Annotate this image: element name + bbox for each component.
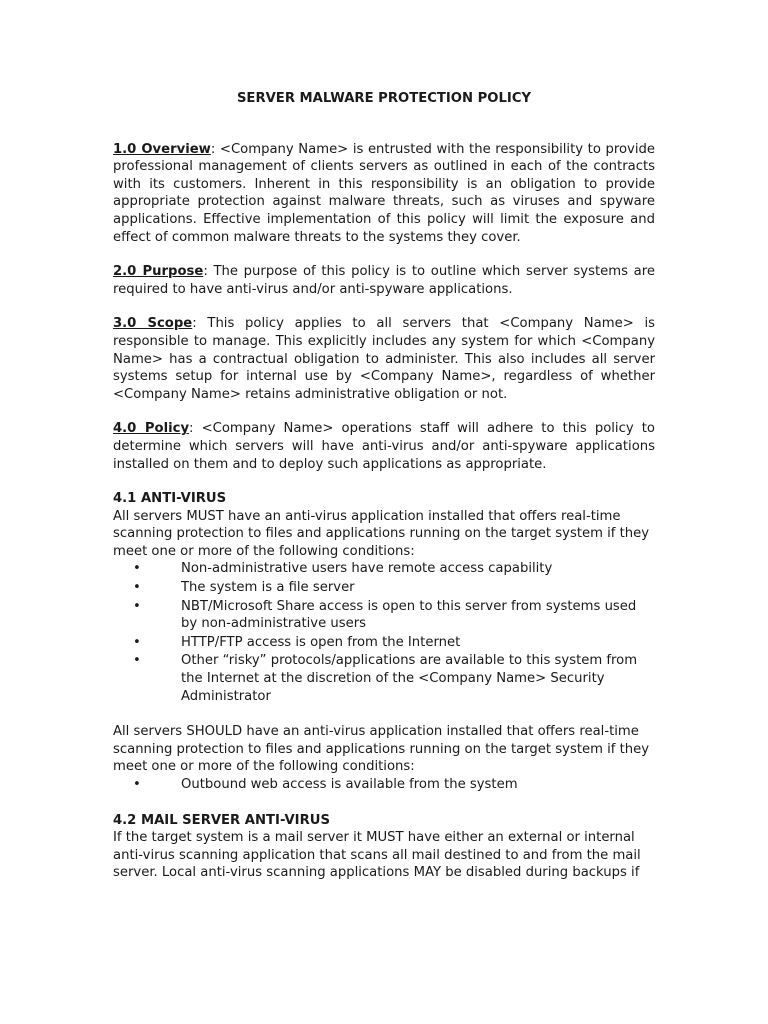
bullet-icon: • <box>133 561 141 577</box>
bullet-icon: • <box>133 598 141 614</box>
bullet-icon: • <box>133 777 141 792</box>
bullet-icon: • <box>133 653 141 669</box>
document-page <box>113 90 655 882</box>
antivirus-must-list <box>113 560 655 705</box>
mail-text: If the target system is a mail server it MUST have either an external or internal anti-virus scanning application that scans all mail destined to and from the mail server. Local anti-virus scanning applications MAY be disabled during backups if <box>113 830 641 881</box>
bullet-icon: • <box>133 580 141 596</box>
purpose-heading: 2.0 Purpose <box>113 264 204 280</box>
scope-text: This policy applies to all servers that <Company Name> is responsible to manage. This explicitly includes any system for which <Company Name> has a contractual obligation to administer. This also includes all server systems setup for internal use by <Company Name>, regardless of whether <Company Name> retains administrative obligation or not. <box>113 316 655 402</box>
list-item: • The system is a file server <box>133 580 355 596</box>
scope-section: 3.0 Scope: This policy applies to all servers that <Company Name> is responsible to manage. This explicitly includes any system for which <Company Name> has a contractual obligation to administer. This also includes all server systems setup for internal use by <Company Name>, regardless of whether <Company Name> retains administrative obligation or not. <box>113 316 655 402</box>
antivirus-heading: 4.1 ANTI-VIRUS <box>113 491 227 507</box>
purpose-text: The purpose of this policy is to outline which server systems are required to have anti-virus and/or anti-spyware applications. <box>113 264 655 297</box>
policy-section: 4.0 Policy: <Company Name> operations staff will adhere to this policy to determine which servers will have anti-virus and/or anti-spyware applications installed on them and to deploy such applications as appropriate. <box>113 421 655 472</box>
overview-text: <Company Name> is entrusted with the responsibility to provide professional management of clients servers as outlined in each of the contracts with its customers. Inherent in this responsibility is an obligation to provide appropriate protection against malware threats, such as viruses and spyware applications. Effective implementation of this policy will limit the exposure and effect of common malware threats to the systems they cover. <box>113 141 656 245</box>
antivirus-should-intro: All servers SHOULD have an anti-virus application installed that offers real-time scanning protection to files and applications running on the target system if they meet one or more of the following conditions: <box>113 724 650 775</box>
overview-section: 1.0 Overview: <Company Name> is entrusted with the responsibility to provide professional management of clients servers as outlined in each of the contracts with its customers. Inherent in this responsibility is an obligation to provide appropriate protection against malware threats, such as viruses and spyware applications. Effective implementation of this policy will limit the exposure and effect of common malware threats to the systems they cover. <box>113 141 656 245</box>
list-item: • Non-administrative users have remote access capability <box>133 561 553 577</box>
policy-text: <Company Name> operations staff will adhere to this policy to determine which servers will have anti-virus and/or anti-spyware applications installed on them and to deploy such applications as appropriate. <box>113 421 655 472</box>
scope-heading: 3.0 Scope <box>113 316 193 332</box>
bullet-icon: • <box>133 634 141 650</box>
list-item: • HTTP/FTP access is open from the Internet <box>133 634 461 650</box>
policy-heading: 4.0 Policy <box>113 421 190 437</box>
list-item: • NBT/Microsoft Share access is open to this server from systems used by non-administrative users <box>133 598 637 632</box>
overview-heading: 1.0 Overview <box>113 141 211 157</box>
antivirus-should-list <box>113 776 655 794</box>
list-item: • Other “risky” protocols/applications are available to this system from the Internet at the discretion of the <Company Name> Security Administrator <box>133 653 638 704</box>
antivirus-must-intro: All servers MUST have an anti-virus application installed that offers real-time scanning protection to files and applications running on the target system if they meet one or more of the following conditions: <box>113 508 650 559</box>
list-item: • Outbound web access is available from the system <box>133 777 518 792</box>
page-title: SERVER MALWARE PROTECTION POLICY <box>236 91 532 106</box>
mail-heading: 4.2 MAIL SERVER ANTI-VIRUS <box>113 812 330 828</box>
spacer <box>113 795 655 812</box>
purpose-section: 2.0 Purpose: The purpose of this policy is to outline which server systems are required to have anti-virus and/or anti-spyware applications. <box>113 264 655 297</box>
spacer <box>113 706 655 723</box>
